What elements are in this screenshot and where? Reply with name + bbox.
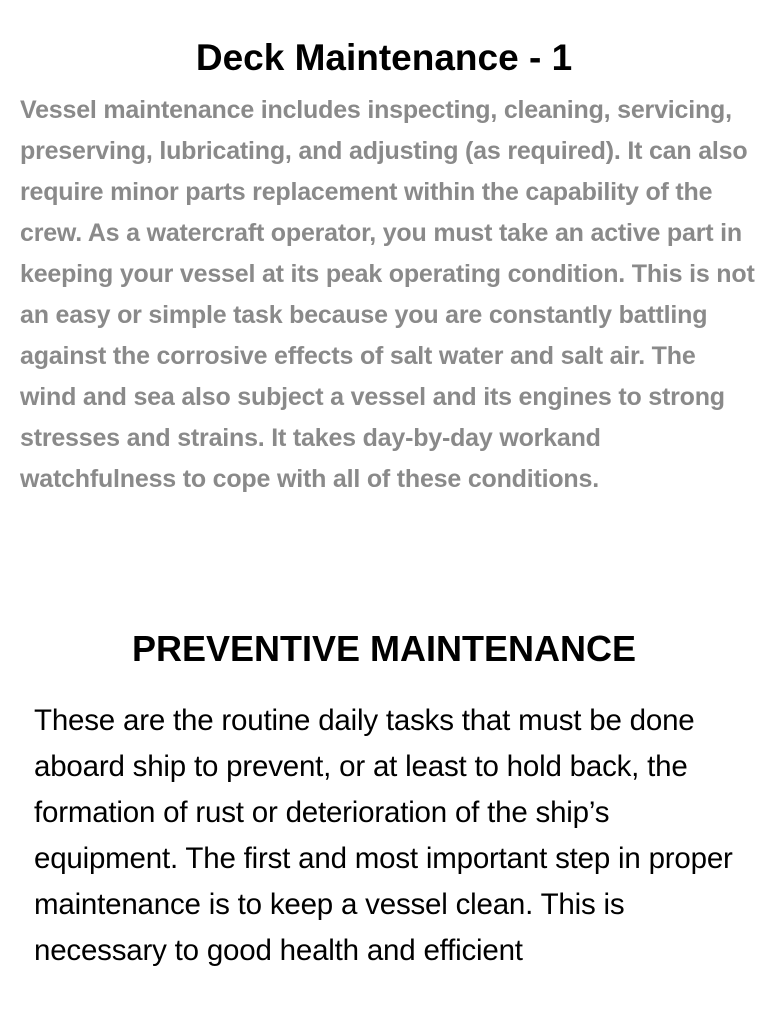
slide-title: Deck Maintenance - 1 bbox=[195, 37, 573, 78]
body-paragraph: These are the routine daily tasks that must be done aboard ship to prevent, or at least to hold back, the formation of rust or deterioration of the ship’s equipment. The first and most important step in proper maintenance is to keep a vessel clean. This is necessary to good health and efficient bbox=[34, 704, 733, 967]
section-title: PREVENTIVE MAINTENANCE bbox=[131, 628, 637, 669]
intro-paragraph: Vessel maintenance includes inspecting, cleaning, servicing, preserving, lubricating, and adjusting (as required). It can also require minor parts replacement within the capability of the crew. As a watercraft operator, you must take an active part in keeping your vessel at its peak operating condition. This is not an easy or simple task because you are constantly battling against the corrosive effects of salt water and salt air. The wind and sea also subject a vessel and its engines to strong stresses and strains. It takes day-by-day workand watchfulness to cope with all of these conditions. bbox=[20, 96, 755, 493]
slide-preventive-maintenance bbox=[0, 600, 768, 1024]
